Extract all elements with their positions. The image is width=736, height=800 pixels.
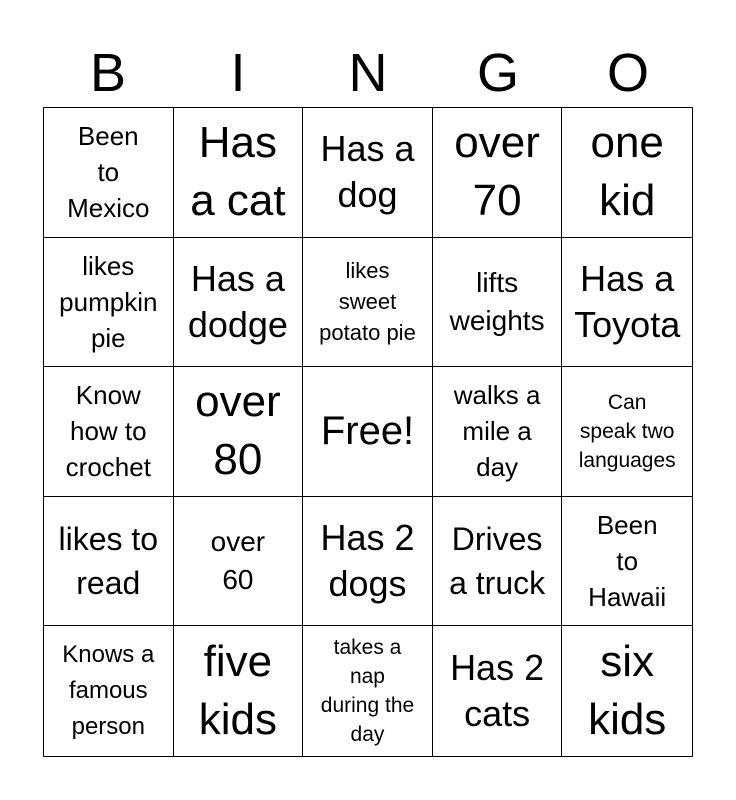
cell-line: read [76,565,141,602]
header-letter-n: N [348,43,388,103]
cell-line: 80 [213,435,263,485]
header-letter-o: O [606,43,649,103]
cell-line: walks a [453,380,541,411]
cell-line: Has 2 [450,647,545,689]
cell-line: crochet [65,452,151,483]
cell-line: mile a [462,416,532,447]
cell-text [450,645,544,737]
bingo-cell[interactable] [174,626,304,756]
header-letter-g: G [476,43,519,103]
bingo-cell[interactable] [303,108,433,238]
cell-line: kids [588,695,667,745]
cell-text [454,377,541,485]
cell-line: potato pie [319,320,416,346]
cell-text [59,248,157,356]
cell-line: day [476,452,519,483]
cell-line: 60 [222,564,254,596]
cell-text [454,114,540,230]
header-letter-i: I [230,43,246,103]
cell-line: Knows a [62,641,155,669]
cell-text [449,517,545,605]
cell-text [211,523,265,599]
cell-text [319,255,416,348]
cell-line: Has a [190,257,285,299]
bingo-cell[interactable] [44,108,174,238]
bingo-cell[interactable] [433,626,563,756]
cell-text [574,256,680,348]
cell-line: dog [337,174,398,216]
cell-text [588,507,666,615]
cell-line: Has a [580,257,675,299]
cell-line: likes [82,250,135,281]
bingo-cell[interactable] [44,626,174,756]
cell-line: dogs [328,563,407,605]
cell-line: one [590,118,664,168]
cell-text [190,114,285,230]
cell-line: to [616,546,639,577]
cell-line: Can [607,390,647,414]
cell-line: a truck [449,565,546,602]
cell-line: Has a [320,128,415,170]
cell-text [62,637,154,745]
cell-line: Toyota [574,303,681,345]
bingo-card [43,107,693,757]
bingo-cell[interactable] [44,497,174,627]
cell-line: languages [578,448,676,472]
cell-line: pumpkin [59,286,158,317]
cell-line: how to [69,416,147,447]
cell-text [59,517,159,605]
cell-text [199,633,277,749]
cell-line: over [454,118,540,168]
cell-line: lifts [476,266,519,298]
cell-line: Know [75,380,141,411]
cell-text [67,118,149,226]
bingo-cell[interactable] [174,238,304,368]
cell-text [579,388,676,475]
bingo-cell[interactable] [562,238,692,368]
bingo-cell[interactable] [433,367,563,497]
cell-text [66,377,151,485]
header-letter-b: B [89,43,127,103]
cell-line: a cat [190,176,286,226]
cell-line: person [71,713,145,741]
cell-line: dodge [187,303,288,345]
bingo-cell[interactable] [303,238,433,368]
cell-text [450,264,545,340]
cell-line: likes [345,258,390,284]
bingo-cell[interactable] [174,367,304,497]
free-space-label: Free! [320,409,415,454]
cell-line: likes to [58,521,159,558]
free-space-cell[interactable] [303,367,433,497]
cell-line: Been [596,510,658,541]
bingo-cell[interactable] [562,626,692,756]
bingo-cell[interactable] [433,108,563,238]
cell-line: day [350,723,385,747]
bingo-header [43,38,693,108]
cell-line: speak two [579,419,675,443]
cell-line: cats [464,693,531,735]
bingo-cell[interactable] [562,108,692,238]
bingo-cell[interactable] [303,497,433,627]
cell-text [321,633,414,749]
bingo-cell[interactable] [303,626,433,756]
cell-line: Been [77,121,139,152]
cell-line: six [600,637,655,687]
cell-text [320,515,414,607]
cell-line: Has [198,118,277,168]
cell-line: kids [198,695,278,745]
cell-text [588,633,666,749]
bingo-cell[interactable] [433,497,563,627]
cell-text [321,406,414,456]
bingo-cell[interactable] [433,238,563,368]
cell-text [188,256,288,348]
cell-line: pie [90,322,126,353]
bingo-cell[interactable] [44,238,174,368]
cell-line: takes a [333,636,402,660]
cell-line: Hawaii [588,582,667,613]
cell-line: Mexico [67,193,150,224]
cell-text [320,126,414,218]
cell-line: sweet [338,289,397,315]
cell-line: 70 [472,176,522,226]
cell-line: Has 2 [320,517,415,559]
cell-line: famous [68,677,148,705]
cell-line: over [195,377,281,427]
cell-text [590,114,663,230]
bingo-cell[interactable] [174,108,304,238]
cell-line: kid [599,176,656,226]
bingo-cell[interactable] [562,497,692,627]
bingo-cell[interactable] [44,367,174,497]
bingo-cell[interactable] [562,367,692,497]
cell-line: to [97,157,120,188]
cell-line: weights [449,304,545,336]
cell-line: nap [349,665,385,689]
bingo-cell[interactable] [174,497,304,627]
cell-line: during the [320,694,415,718]
cell-text [195,373,281,489]
cell-line: Drives [451,521,543,558]
cell-line: five [203,637,273,687]
cell-line: over [210,526,266,558]
